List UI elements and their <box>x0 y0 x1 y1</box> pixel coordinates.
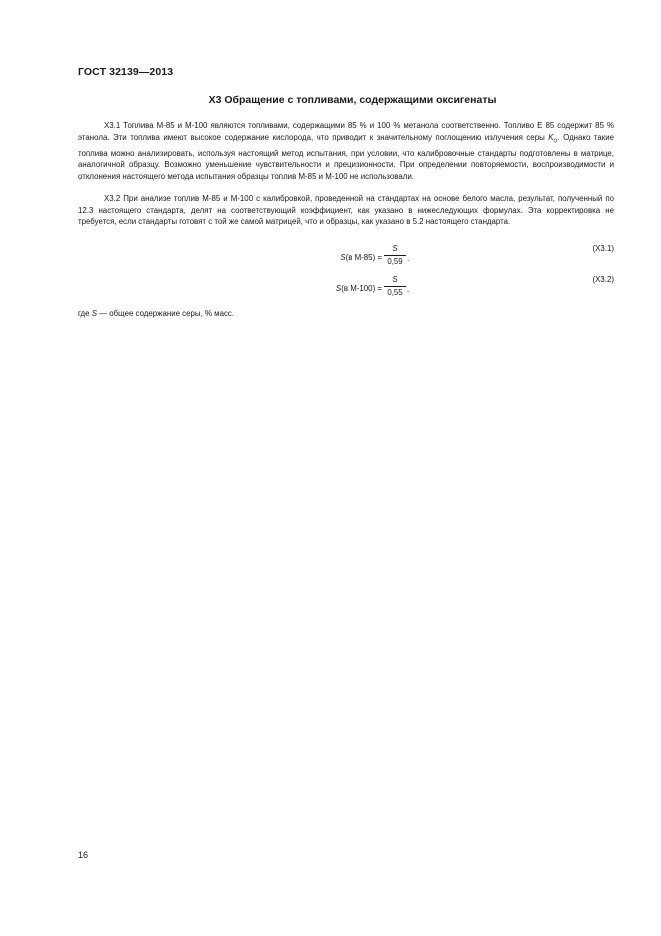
k-symbol: K <box>548 132 554 142</box>
formula-fraction <box>384 244 406 268</box>
formula-trail: . <box>407 285 410 294</box>
paragraph-x3-1 <box>78 120 614 183</box>
page-number: 16 <box>78 850 89 860</box>
paragraph-x3-2: Х3.2 При анализе топлив М-85 и М-100 с калибровкой, проведенной на стандартах на основе белого масла, результат, полученный по 12.3 настоящего стандарта, делят на соответствующий коэффициент, как указано в нижеследующих формулах. Эта корректировка не требуется, если стандарты готовят с той же самой матрицей, что и образцы, как указано в 5.2 настоящего стандарта. <box>78 194 614 227</box>
document-header: ГОСТ 32139—2013 <box>78 66 174 78</box>
formula-variable: S <box>335 284 342 293</box>
formula-trail: . <box>407 254 410 263</box>
formula-denominator: 0,55 <box>387 288 403 297</box>
formula-variable: S <box>340 253 346 262</box>
formula-number: (Х3.1) <box>592 244 614 253</box>
formula-numerator: S <box>384 275 406 287</box>
formula-lhs-text: (в М-100) = <box>341 284 382 293</box>
formula-lhs <box>336 284 382 293</box>
where-text: — общее содержание серы, % масс. <box>96 309 235 318</box>
where-clause <box>78 309 234 318</box>
k-subscript: O <box>553 138 558 145</box>
formula-lhs <box>340 253 382 262</box>
paragraph-text: Х3.1 Топлива М-85 и М-100 являются топливами, содержащими 85 % и 100 % метанола соответственно. Топливо Е 85 содержит 85 % этанола. Эти топлива имеют высокое содержание кислорода, что приводит к значительному поглощению излучения серы <box>78 121 614 142</box>
formula-lhs-text: (в М-85) = <box>345 253 382 262</box>
formula-x3-1 <box>200 244 614 274</box>
paragraph-text: . Однако такие топлива можно анализировать, используя настоящий метод испытания, при условии, что калибровочные стандарты подготовлены в матрице, аналогичной образцу. Возможно уменьшение чувствительности и прецизионности. При определении повторяемости, воспроизводимости и отклонения настоящего метода испытания образцы топлив М-85 и М-100 не использовали. <box>78 132 615 181</box>
section-title: Х3 Обращение с топливами, содержащими оксигенаты <box>208 94 497 106</box>
where-variable: S <box>91 309 97 318</box>
where-prefix: где <box>78 309 92 318</box>
formula-number: (Х3.2) <box>592 275 614 284</box>
formula-denominator: 0,59 <box>387 257 403 266</box>
formula-x3-2 <box>200 275 614 305</box>
formula-numerator: S <box>384 244 406 256</box>
formula-fraction <box>384 275 406 299</box>
